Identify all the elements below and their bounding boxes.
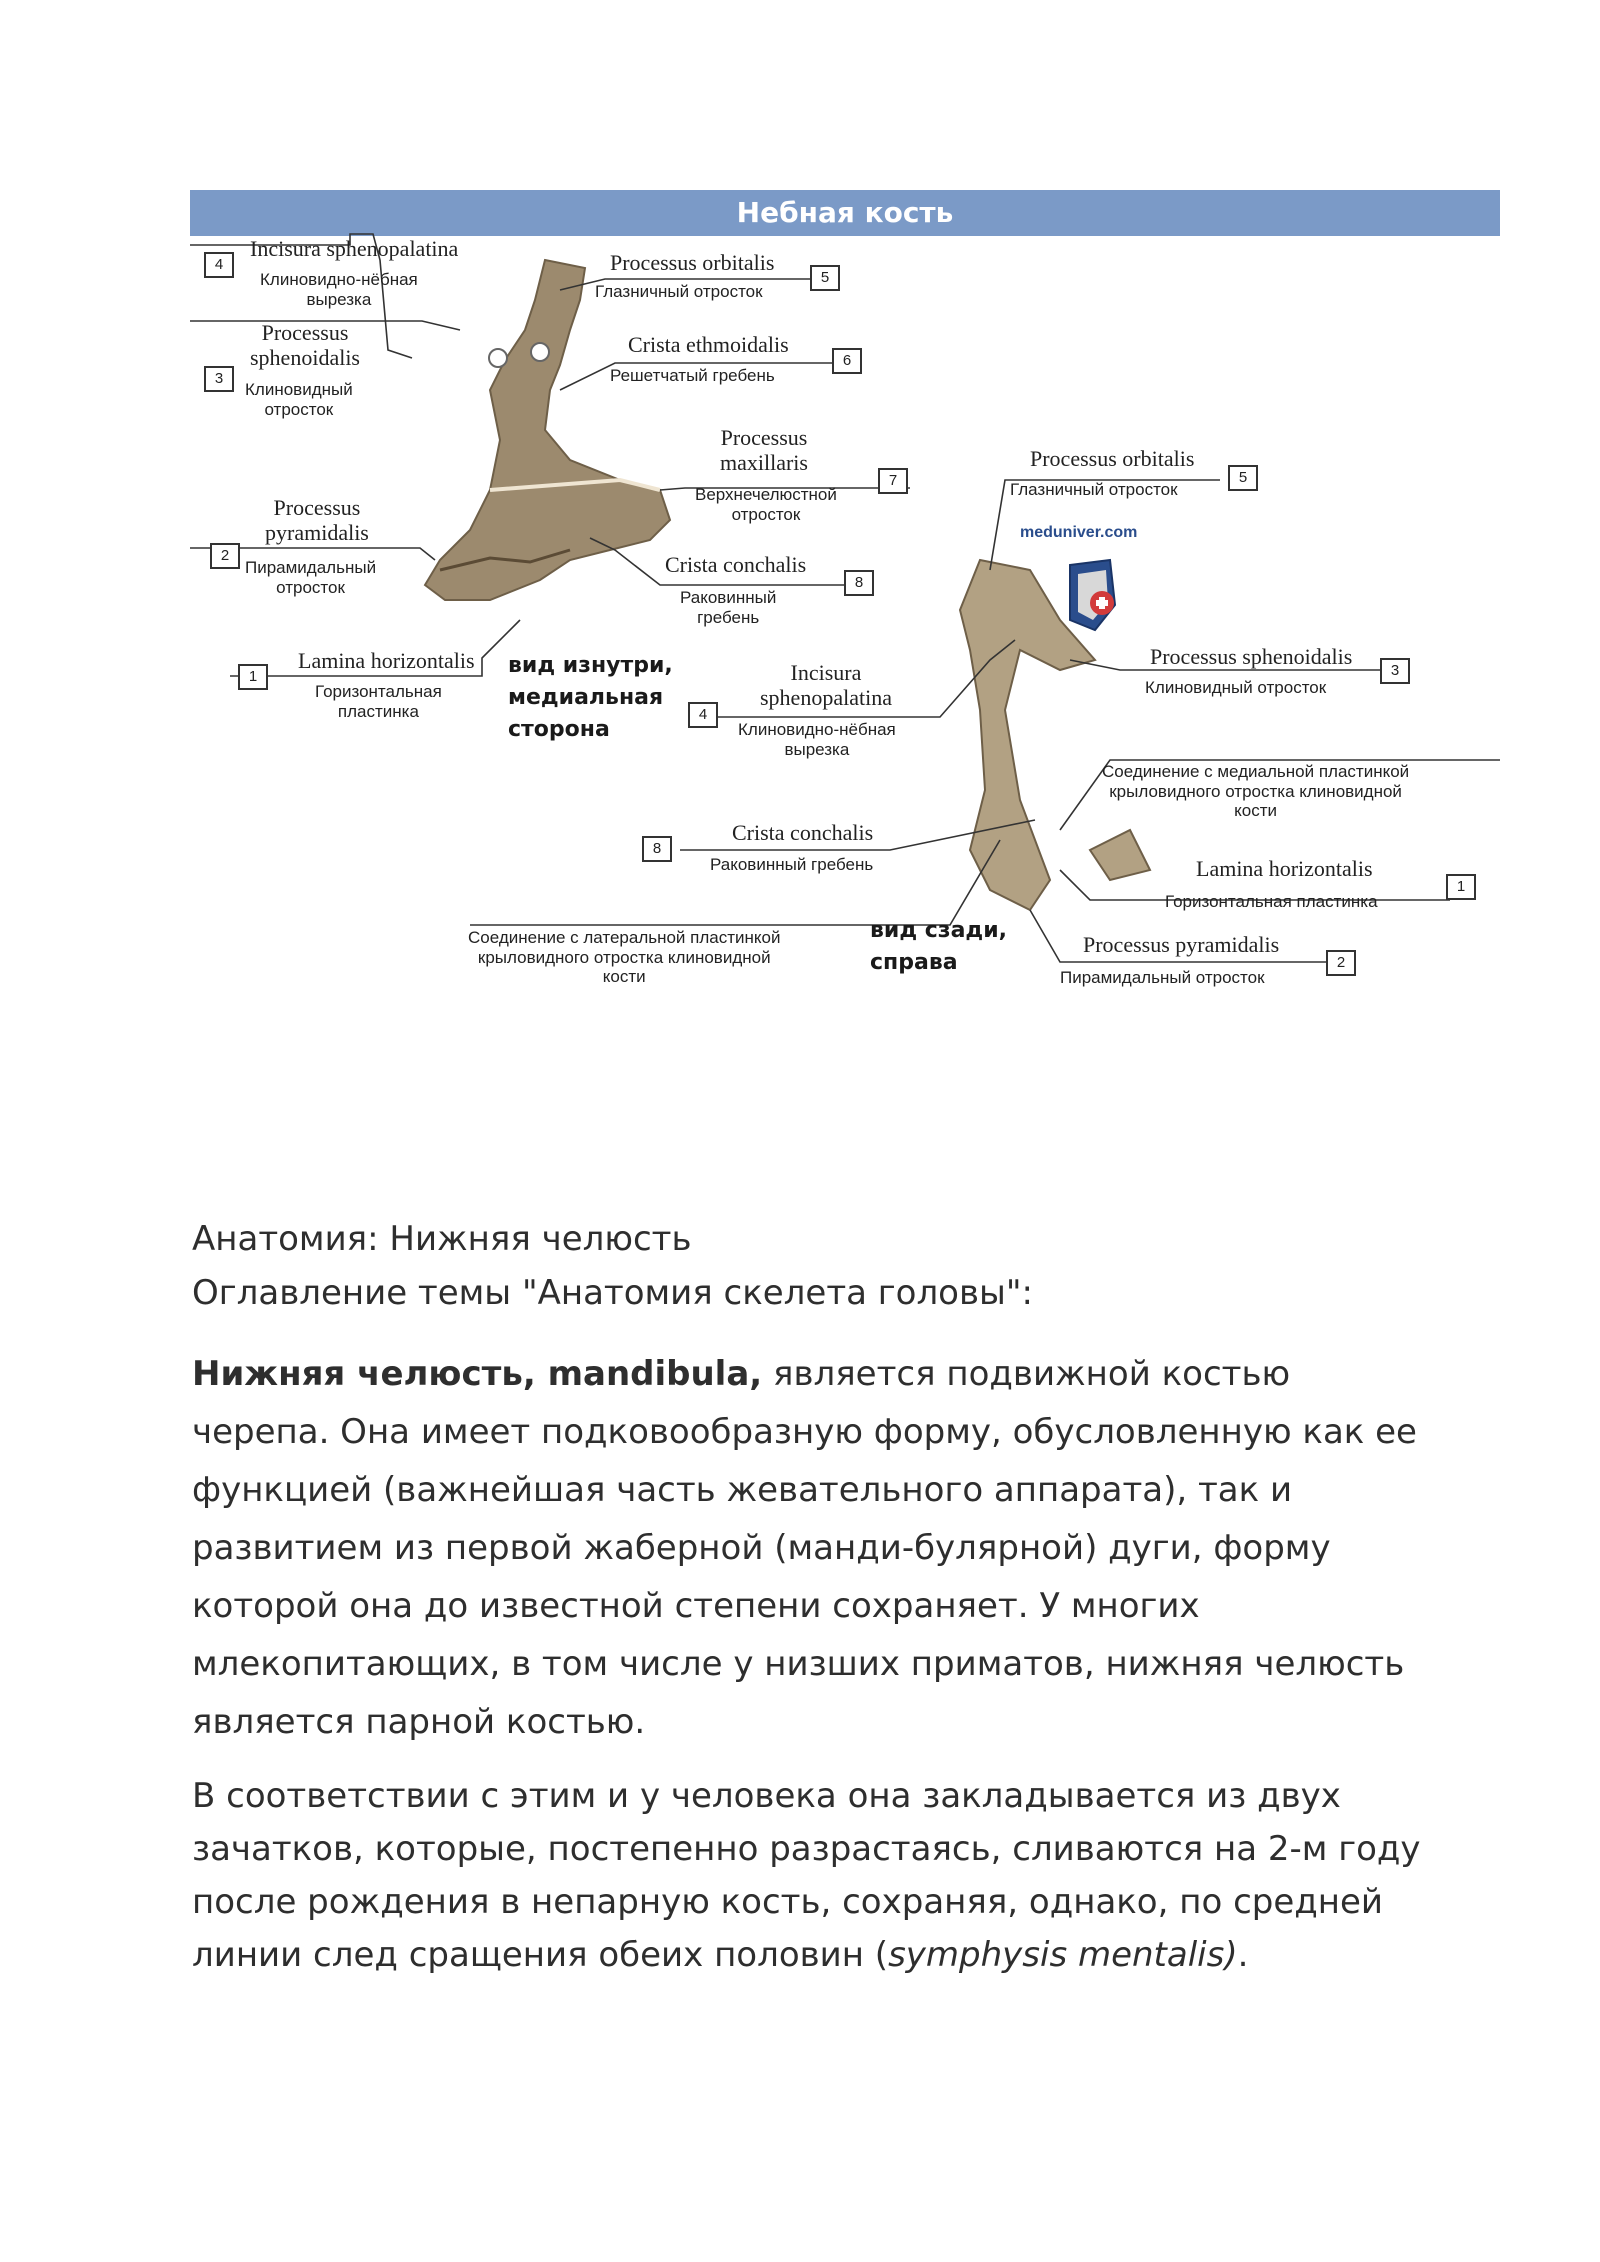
label-pyramidalis-ru: Пирамидальный отросток [245, 558, 377, 597]
label-incisura-lat: Incisura sphenopalatina [250, 236, 459, 261]
paragraph-1-bold-term: Нижняя челюсть, mandibula, [192, 1354, 763, 1394]
view-label-posterior: вид сзади, справа [870, 918, 1007, 975]
label-lateral-lamina-connection: Соединение с латеральной пластинкой крыловидного отростка клиновидной кости [468, 928, 781, 987]
label-r-incisura-ru: Клиновидно-нёбная вырезка [738, 720, 896, 759]
bone-illustration [190, 190, 1500, 1010]
label-conchalis-lat: Crista conchalis [665, 552, 807, 577]
label-ethmoidalis-lat: Crista ethmoidalis [628, 332, 789, 357]
label-ethmoidalis-ru: Решетчатый гребень [610, 366, 775, 385]
label-r-pyramidalis-lat: Processus pyramidalis [1083, 932, 1280, 957]
view-label-medial: вид изнутри, медиальная сторона [508, 653, 673, 742]
label-lamina-ru: Горизонтальная пластинка [315, 682, 442, 721]
label-r-number-5: 5 [1228, 465, 1258, 491]
label-lamina-lat: Lamina horizontalis [298, 648, 475, 673]
label-r-lamina-lat: Lamina horizontalis [1196, 856, 1373, 881]
paragraph-2 [192, 1770, 1442, 1982]
label-incisura-ru: Клиновидно-нёбная вырезка [260, 270, 418, 309]
label-number-5: 5 [810, 265, 840, 291]
label-r-number-2: 2 [1326, 950, 1356, 976]
label-r-pyramidalis-ru: Пирамидальный отросток [1060, 968, 1265, 987]
label-conchalis-ru: Раковинный гребень [680, 588, 777, 627]
label-maxillaris-lat: Processus maxillaris [720, 425, 808, 476]
paragraph-2-italic-term: symphysis mentalis) [888, 1935, 1238, 1975]
label-sphenoidalis-ru: Клиновидный отросток [245, 380, 353, 419]
heading-line-2: Оглавление темы "Анатомия скелета головы": [192, 1273, 1033, 1313]
label-r-incisura-lat: Incisura sphenopalatina [760, 660, 892, 711]
label-r-number-8: 8 [642, 836, 672, 862]
heading-line-1: Анатомия: Нижняя челюсть [192, 1219, 692, 1259]
paragraph-2-end: . [1237, 1935, 1249, 1975]
label-number-6: 6 [832, 348, 862, 374]
label-r-number-1: 1 [1446, 874, 1476, 900]
label-r-sphenoidalis-ru: Клиновидный отросток [1145, 678, 1327, 697]
label-number-2: 2 [210, 543, 240, 569]
label-r-conchalis-ru: Раковинный гребень [710, 855, 874, 874]
paragraph-1 [192, 1345, 1422, 1751]
palatine-bone-medial-shape [425, 260, 670, 600]
label-orbitalis-ru: Глазничный отросток [595, 282, 763, 301]
label-number-7: 7 [878, 468, 908, 494]
label-r-number-4: 4 [688, 702, 718, 728]
label-number-8: 8 [844, 570, 874, 596]
label-pyramidalis-lat: Processus pyramidalis [265, 495, 369, 546]
label-r-number-3: 3 [1380, 658, 1410, 684]
label-r-orbitalis-lat: Processus orbitalis [1030, 446, 1195, 471]
watermark-text: meduniver.com [1020, 524, 1138, 541]
label-orbitalis-lat: Processus orbitalis [610, 250, 775, 275]
label-maxillaris-ru: Верхнечелюстной отросток [695, 485, 837, 524]
label-number-4: 4 [204, 252, 234, 278]
label-number-3: 3 [204, 366, 234, 392]
paragraph-2-body: В соответствии с этим и у человека она закладывается из двух зачатков, которые, постепенно разрастаясь, сливаются на 2-м году после рождения в непарную кость, сохраняя, однако, по средней линии след сращения обеих половин ( [192, 1776, 1421, 1975]
label-r-orbitalis-ru: Глазничный отросток [1010, 480, 1178, 499]
label-r-conchalis-lat: Crista conchalis [732, 820, 874, 845]
paragraph-1-body: является подвижной костью черепа. Она имеет подковообразную форму, обусловленную как ее функцией (важнейшая часть жевательного аппарата), так и развитием из первой жаберной (манди-булярной) дуги, форму которой она до известной степени сохраняет. У многих млекопитающих, в том числе у низших приматов, нижняя челюсть является парной костью. [192, 1354, 1417, 1742]
label-medial-lamina-connection: Соединение с медиальной пластинкой крыловидного отростка клиновидной кости [1102, 762, 1410, 821]
label-r-sphenoidalis-lat: Processus sphenoidalis [1150, 644, 1353, 669]
figure-title: Небная кость [736, 196, 954, 229]
label-number-1: 1 [238, 664, 268, 690]
label-r-lamina-ru: Горизонтальная пластинка [1165, 892, 1378, 911]
palatine-bone-figure [190, 190, 1500, 1010]
label-sphenoidalis-lat: Processus sphenoidalis [250, 320, 360, 371]
